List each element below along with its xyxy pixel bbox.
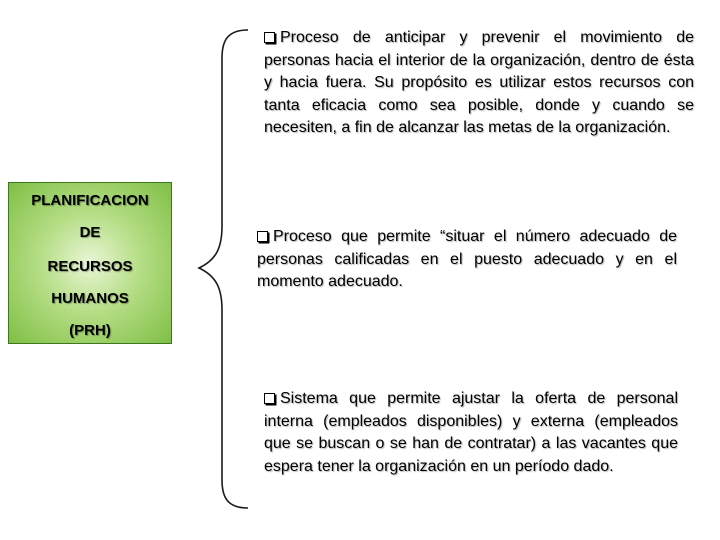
checkbox-bullet-icon — [264, 32, 275, 43]
checkbox-bullet-icon — [257, 231, 268, 242]
definition-3-text: Sistema que permite ajustar la oferta de personal interna (empleados disponibles) y externa (empleados que se buscan o se han de contratar) a las vacantes que espera tener la organización en un período dado. — [264, 390, 678, 475]
definition-2-text: Proceso que permite “situar el número adecuado de personas calificadas en el puesto adecuado y en el momento adecuado. — [257, 228, 677, 290]
definition-1 — [264, 27, 694, 140]
title-box — [8, 182, 172, 344]
definition-3 — [264, 388, 678, 478]
definition-1-text: Proceso de anticipar y prevenir el movimiento de personas hacia el interior de la organización, dentro de ésta y hacia fuera. Su propósito es utilizar estos recursos con tanta eficacia como sea posible, donde y cuando se necesiten, a fin de alcanzar las metas de la organización. — [264, 29, 694, 136]
title-line-1: PLANIFICACION — [31, 192, 149, 209]
title-line-3: RECURSOS — [47, 258, 133, 275]
title-line-2: DE — [79, 224, 101, 241]
title-line-4: HUMANOS — [51, 290, 129, 307]
checkbox-bullet-icon — [264, 393, 275, 404]
definition-2 — [257, 226, 677, 294]
title-line-5: (PRH) — [69, 322, 111, 339]
curly-brace-icon — [196, 28, 256, 510]
